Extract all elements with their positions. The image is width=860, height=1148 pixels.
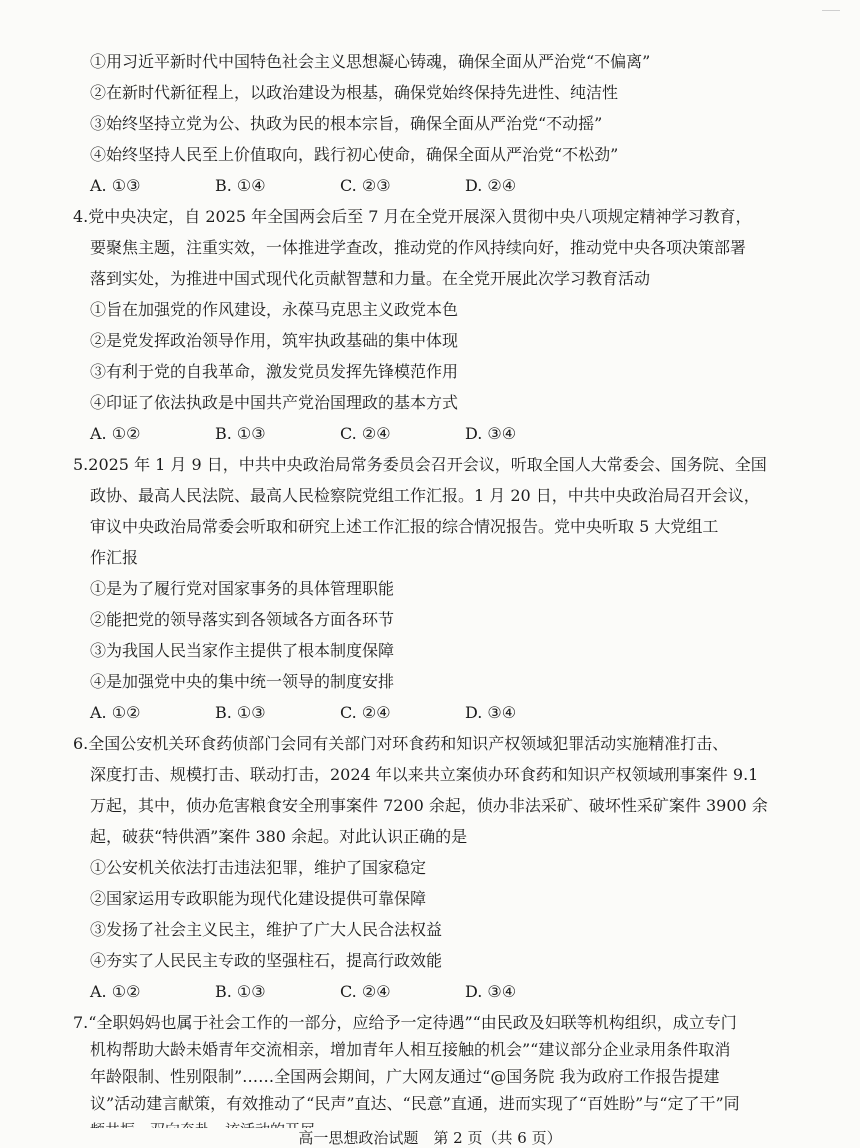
- prev-statement-4: ④始终坚持人民至上价值取向，践行初心使命，确保全面从严治党“不松劲”: [90, 145, 619, 164]
- q6-statement-3: ③发扬了社会主义民主，维护了广大人民合法权益: [90, 920, 443, 939]
- q4-stem-line-3: 落到实处，为推进中国式现代化贡献智慧和力量。在全党开展此次学习教育活动: [90, 269, 651, 288]
- q7-stem-line-1: 7.“全职妈妈也属于社会工作的一部分，应给予一定待遇”“由民政及妇联等机构组织，成立专门: [73, 1013, 737, 1032]
- q7-stem-line-2: 机构帮助大龄未婚青年交流相亲，增加青年人相互接触的机会”“建议部分企业录用条件取消: [90, 1040, 731, 1059]
- q6-statement-2: ②国家运用专政职能为现代化建设提供可靠保障: [90, 889, 427, 908]
- q4-statement-3: ③有利于党的自我革命，激发党员发挥先锋模范作用: [90, 362, 459, 381]
- q5-stem-line-2: 政协、最高人民法院、最高人民检察院党组工作汇报。1 月 20 日，中共中央政治局召开会议，: [90, 486, 760, 505]
- option-c: C. ②④: [340, 424, 391, 443]
- q6-stem-line-4: 起，破获“特供酒”案件 380 余起。对此认识正确的是: [90, 827, 468, 846]
- q6-stem-line-1: 6.全国公安机关环食药侦部门会同有关部门对环食药和知识产权领域犯罪活动实施精准打击、: [73, 734, 729, 753]
- q6-statement-1: ①公安机关依法打击违法犯罪，维护了国家稳定: [90, 858, 427, 877]
- q4-stem-line-2: 要聚焦主题，注重实效，一体推进学查改，推动党的作风持续向好，推动党中央各项决策部署: [90, 238, 747, 257]
- footer-band: [0, 1128, 860, 1148]
- option-d: D. ②④: [465, 176, 517, 195]
- option-b: B. ①③: [215, 703, 266, 722]
- q6-stem-line-3: 万起，其中，侦办危害粮食安全刑事案件 7200 余起，侦办非法采矿、破坏性采矿案件 3900 余: [90, 796, 768, 815]
- prev-statement-3: ③始终坚持立党为公、执政为民的根本宗旨，确保全面从严治党“不动摇”: [90, 114, 603, 133]
- prev-statement-2: ②在新时代新征程上，以政治建设为根基，确保党始终保持先进性、纯洁性: [90, 83, 619, 102]
- q5-statement-2: ②能把党的领导落实到各领域各方面各环节: [90, 610, 395, 629]
- q7-stem-line-4: 议”活动建言献策，有效推动了“民声”直达、“民意”直通，进而实现了“百姓盼”与“定了干”同: [90, 1094, 740, 1113]
- q5-stem-line-4: 作汇报: [90, 548, 139, 567]
- option-d: D. ③④: [465, 424, 517, 443]
- option-a: A. ①②: [90, 424, 141, 443]
- option-d: D. ③④: [465, 703, 517, 722]
- page-footer-text: 高一思想政治试题 第 2 页（共 6 页）: [298, 1129, 562, 1147]
- prev-statement-1: ①用习近平新时代中国特色社会主义思想凝心铸魂，确保全面从严治党“不偏离”: [90, 52, 651, 71]
- q5-statement-3: ③为我国人民当家作主提供了根本制度保障: [90, 641, 395, 660]
- option-b: B. ①④: [215, 176, 266, 195]
- option-d: D. ③④: [465, 982, 517, 1001]
- option-c: C. ②④: [340, 982, 391, 1001]
- q4-statement-2: ②是党发挥政治领导作用，筑牢执政基础的集中体现: [90, 331, 459, 350]
- q6-statement-4: ④夯实了人民民主专政的坚强柱石，提高行政效能: [90, 951, 443, 970]
- q5-stem-line-3: 审议中央政治局常委会听取和研究上述工作汇报的综合情况报告。党中央听取 5 大党组工: [90, 517, 719, 536]
- q4-stem-line-1: 4.党中央决定，自 2025 年全国两会后至 7 月在全党开展深入贯彻中央八项规定精神学习教育，: [73, 207, 752, 226]
- option-b: B. ①③: [215, 982, 266, 1001]
- q5-statement-1: ①是为了履行党对国家事务的具体管理职能: [90, 579, 395, 598]
- q7-stem-line-3: 年龄限制、性别限制”……全国两会期间，广大网友通过“@国务院 我为政府工作报告提建: [90, 1067, 720, 1086]
- q4-statement-1: ①旨在加强党的作风建设，永葆马克思主义政党本色: [90, 300, 459, 319]
- option-c: C. ②④: [340, 703, 391, 722]
- q6-stem-line-2: 深度打击、规模打击、联动打击，2024 年以来共立案侦办环食药和知识产权领域刑事案件 9.1: [90, 765, 759, 784]
- option-a: A. ①②: [90, 982, 141, 1001]
- option-a: A. ①③: [90, 176, 141, 195]
- q5-stem-line-1: 5.2025 年 1 月 9 日，中共中央政治局常务委员会召开会议，听取全国人大常委会、国务院、全国: [73, 455, 767, 474]
- scan-mark: [822, 10, 840, 11]
- q5-statement-4: ④是加强党中央的集中统一领导的制度安排: [90, 672, 395, 691]
- option-c: C. ②③: [340, 176, 391, 195]
- option-a: A. ①②: [90, 703, 141, 722]
- q4-statement-4: ④印证了依法执政是中国共产党治国理政的基本方式: [90, 393, 459, 412]
- option-b: B. ①③: [215, 424, 266, 443]
